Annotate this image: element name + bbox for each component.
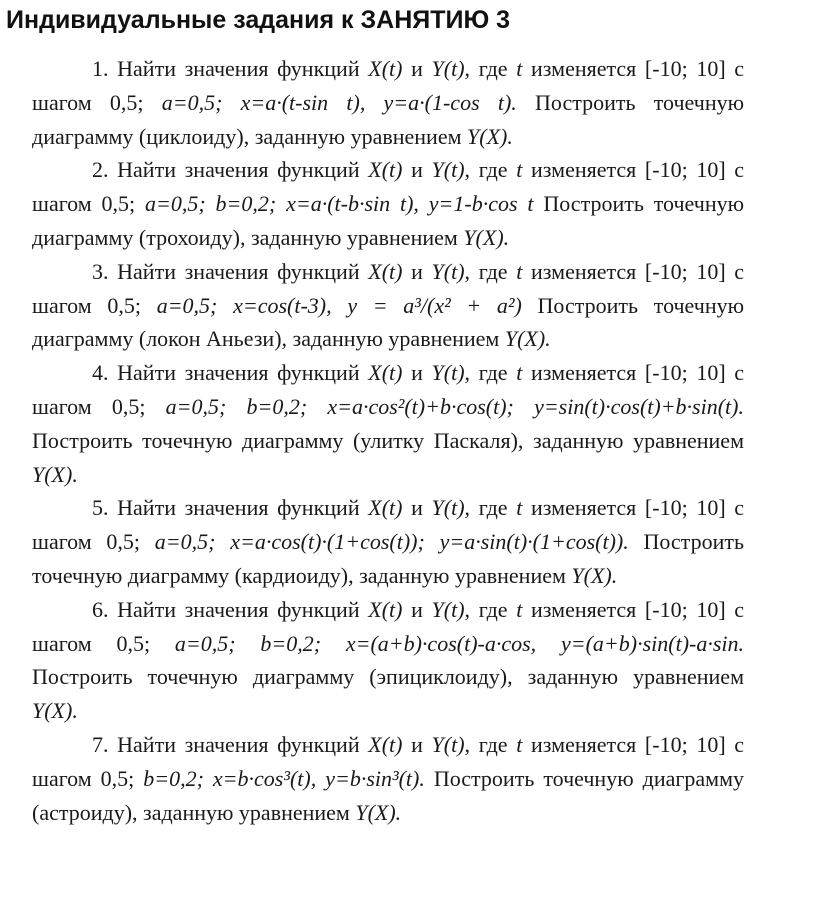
formula-y: y=a·(1-cos t).: [383, 89, 517, 115]
where-text: , где: [464, 495, 508, 521]
task-params: a=0,5; b=0,2;: [165, 393, 308, 419]
task-params: a=0,5;: [156, 292, 218, 318]
formula-y: y=1-b·cos t: [428, 191, 534, 217]
task-range: изменяется [-10; 10] с шагом 0,5;: [32, 258, 745, 318]
task-action: Построить точечную диаграмму (трохоиду), заданную уравнением: [32, 191, 745, 250]
variable-t: t: [516, 56, 523, 81]
task-equation: Y(X).: [504, 326, 551, 352]
function-y: Y(t): [431, 495, 465, 521]
variable-t: t: [516, 495, 523, 521]
task-params: a=0,5;: [154, 529, 216, 555]
task-lead: Найти значения функций: [117, 258, 360, 284]
task-range: изменяется [-10; 10] с шагом 0,5;: [32, 360, 745, 419]
function-x: X(t): [368, 360, 403, 386]
conjunction: и: [411, 731, 423, 757]
function-x: X(t): [368, 258, 403, 284]
formula-y: y=(a+b)·sin(t)-a·sin.: [560, 630, 745, 656]
task-equation: Y(X).: [467, 123, 513, 149]
conjunction: и: [411, 495, 423, 521]
formula-y: y=b·sin³(t).: [325, 765, 425, 791]
variable-t: t: [516, 731, 523, 757]
task-lead: Найти значения функций: [117, 495, 360, 521]
function-y: Y(t): [431, 258, 465, 284]
task-action: Построить точечную диаграмму (астроиду), заданную уравнением: [32, 765, 744, 825]
task-action: Построить точечную диаграмму (улитку Паскаля), заданную уравнением: [32, 427, 744, 453]
task-action: Построить точечную диаграмму (локон Аньези), заданную уравнением: [32, 292, 745, 352]
conjunction: и: [411, 258, 423, 284]
function-x: X(t): [368, 596, 403, 622]
formula-x: x=(a+b)·cos(t)-a·cos,: [345, 630, 537, 656]
conjunction: и: [411, 360, 423, 386]
variable-t: t: [516, 596, 523, 622]
function-y: Y(t): [431, 56, 465, 81]
task-range: изменяется [-10; 10] с шагом 0,5;: [32, 56, 745, 115]
task-lead: Найти значения функций: [117, 56, 360, 81]
task-equation: Y(X).: [32, 698, 78, 724]
function-x: X(t): [368, 495, 403, 521]
formula-y: y = a³/(x² + a²): [347, 292, 522, 318]
task-range: изменяется [-10; 10] с шагом 0,5;: [32, 495, 745, 555]
formula-y: y=sin(t)·cos(t)+b·sin(t).: [534, 393, 744, 419]
task-lead: Найти значения функций: [117, 157, 360, 183]
page-title: Индивидуальные задания к ЗАНЯТИЮ 3: [6, 6, 511, 34]
task-equation: Y(X).: [32, 461, 78, 487]
conjunction: и: [411, 56, 423, 81]
task-number: 2.: [92, 157, 109, 183]
where-text: , где: [464, 56, 508, 81]
task-params: a=0,5; b=0,2;: [174, 630, 322, 656]
task-params: a=0,5;: [161, 89, 223, 115]
task-params: b=0,2;: [143, 765, 204, 791]
where-text: , где: [464, 258, 508, 284]
task-range: изменяется [-10; 10] с шагом 0,5;: [32, 731, 745, 791]
formula-x: x=b·cos³(t),: [212, 765, 317, 791]
formula-x: x=cos(t-3),: [233, 292, 332, 318]
variable-t: t: [516, 157, 523, 183]
task-item: [32, 255, 744, 356]
function-y: Y(t): [431, 157, 465, 183]
function-y: Y(t): [431, 596, 465, 622]
variable-t: t: [516, 258, 523, 284]
task-number: 4.: [92, 360, 109, 386]
conjunction: и: [411, 596, 423, 622]
task-number: 1.: [92, 56, 109, 81]
task-number: 7.: [92, 731, 109, 757]
where-text: , где: [464, 360, 508, 386]
task-params: a=0,5; b=0,2;: [145, 191, 277, 217]
function-x: X(t): [368, 56, 403, 81]
task-equation: Y(X).: [571, 562, 618, 588]
where-text: , где: [464, 731, 508, 757]
formula-y: y=a·sin(t)·(1+cos(t)).: [439, 529, 629, 555]
task-number: 3.: [92, 258, 109, 284]
task-action: Построить точечную диаграмму (эпициклоиду), заданную уравнением: [32, 664, 744, 690]
task-item: [32, 491, 744, 592]
task-number: 6.: [92, 596, 109, 622]
formula-x: x=a·cos(t)·(1+cos(t));: [230, 529, 425, 555]
formula-x: x=a·(t-b·sin t),: [286, 191, 419, 217]
task-action: Построить точечную диаграмму (циклоиду), заданную уравнением: [32, 89, 745, 149]
task-action: Построить точечную диаграмму (кардиоиду), заданную уравнением: [32, 529, 744, 588]
formula-x: x=a·cos²(t)+b·cos(t);: [327, 393, 514, 419]
task-item: [32, 728, 744, 829]
task-number: 5.: [92, 495, 109, 521]
function-y: Y(t): [431, 731, 465, 757]
where-text: , где: [464, 157, 508, 183]
task-equation: Y(X).: [355, 799, 402, 825]
formula-x: x=a·(t-sin t),: [240, 89, 366, 115]
task-range: изменяется [-10; 10] с шагом 0,5;: [32, 596, 745, 656]
task-list: [32, 52, 744, 829]
task-range: изменяется [-10; 10] с шагом 0,5;: [32, 157, 745, 217]
task-equation: Y(X).: [463, 224, 510, 250]
function-x: X(t): [368, 731, 403, 757]
task-item: [32, 356, 744, 491]
task-item: [32, 52, 744, 153]
task-lead: Найти значения функций: [117, 731, 360, 757]
variable-t: t: [516, 360, 523, 386]
function-x: X(t): [368, 157, 403, 183]
task-lead: Найти значения функций: [117, 596, 360, 622]
task-lead: Найти значения функций: [117, 360, 360, 386]
task-item: [32, 593, 744, 728]
function-y: Y(t): [431, 360, 465, 386]
conjunction: и: [411, 157, 423, 183]
task-item: [32, 153, 744, 254]
where-text: , где: [464, 596, 508, 622]
